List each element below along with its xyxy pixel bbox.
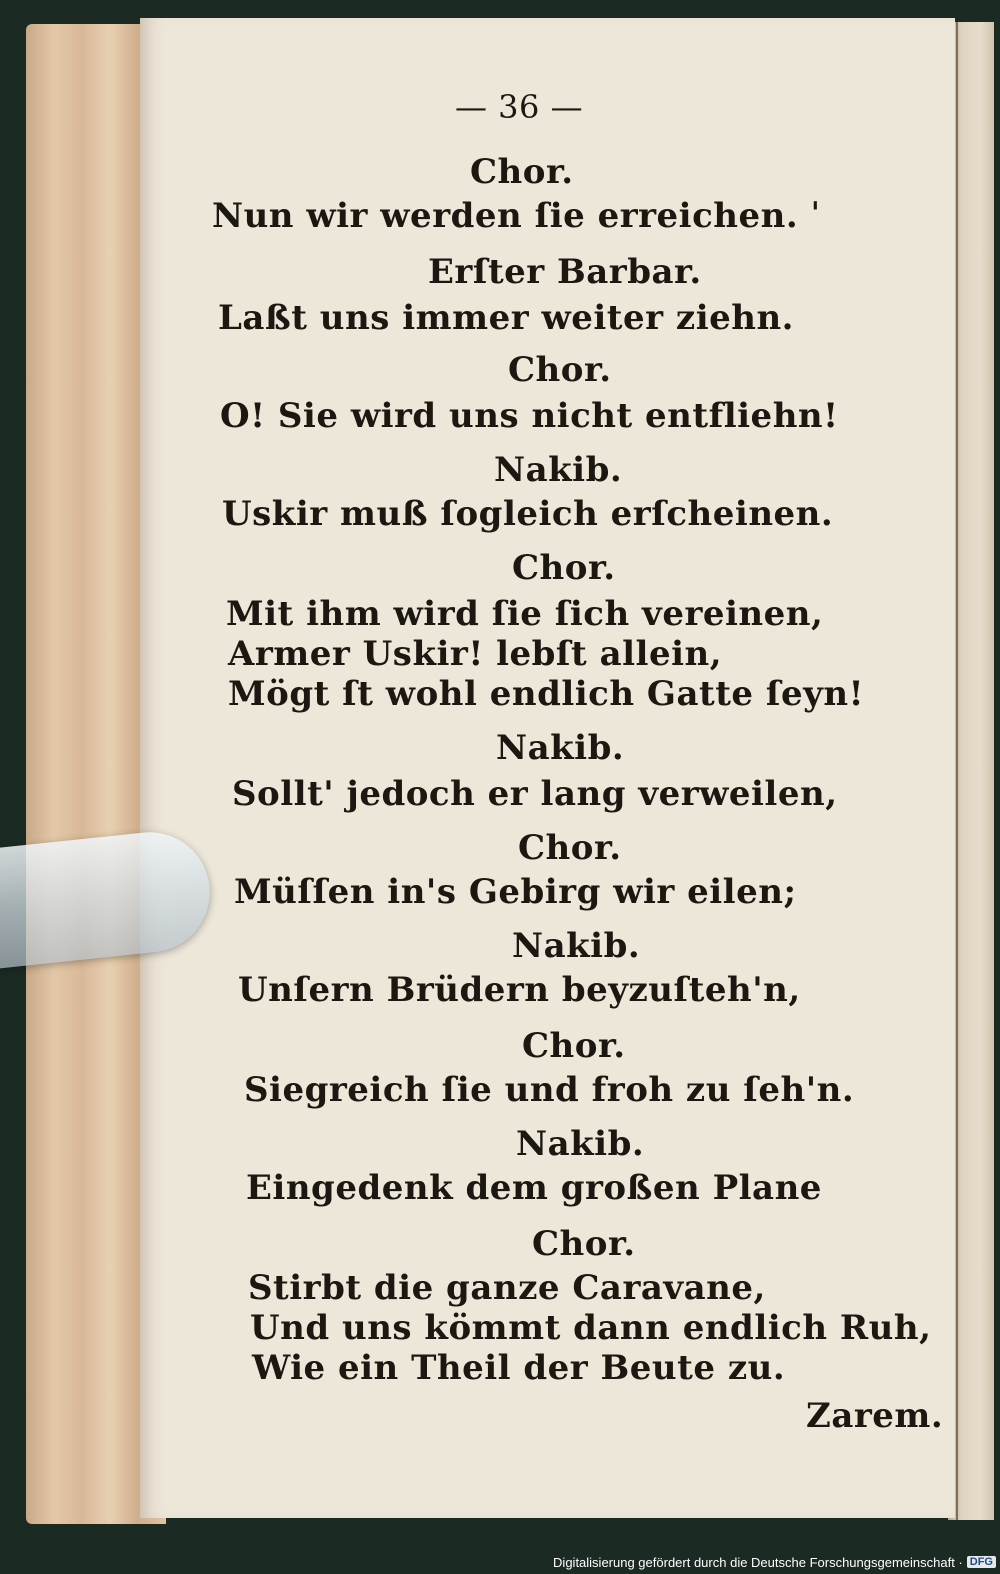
verse-line: Mögt ſt wohl endlich Gatte ſeyn!: [228, 674, 865, 714]
speaker-label: Chor.: [518, 828, 622, 868]
speaker-label: Chor.: [508, 350, 612, 390]
page-number: — 36 —: [455, 88, 584, 126]
speaker-label: Nakib.: [496, 728, 625, 768]
verse-line: Armer Uskir! lebſt allein,: [228, 634, 723, 674]
speaker-label: Chor.: [512, 548, 616, 588]
verse-line: Wie ein Theil der Beute zu.: [252, 1348, 786, 1388]
verse-line: Siegreich ſie und froh zu ſeh'n.: [244, 1070, 855, 1110]
digitization-credit: [553, 1552, 996, 1572]
verse-line: Stirbt die ganze Caravane,: [248, 1268, 766, 1308]
speaker-label: Nakib.: [516, 1124, 645, 1164]
verse-line: Uskir muß ſogleich erſcheinen.: [222, 494, 834, 534]
speaker-label: Chor.: [470, 152, 574, 192]
credit-text: Digitalisierung gefördert durch die Deutsche Forschungsgemeinschaft ·: [553, 1554, 963, 1570]
verse-line: Unſern Brüdern beyzuſteh'n,: [238, 970, 801, 1010]
verse-line: O! Sie wird uns nicht entfliehn!: [220, 396, 839, 436]
dfg-logo: DFG: [967, 1556, 996, 1568]
speaker-label: Nakib.: [494, 450, 623, 490]
speaker-label: Nakib.: [512, 926, 641, 966]
catchword: Zarem.: [806, 1396, 944, 1436]
verse-line: Laßt uns immer weiter ziehn.: [218, 298, 795, 338]
verse-line: Eingedenk dem großen Plane: [246, 1168, 822, 1208]
verse-line: Und uns kömmt dann endlich Ruh,: [250, 1308, 932, 1348]
verse-line: Mit ihm wird ſie ſich vereinen,: [226, 594, 824, 634]
verse-line: Sollt' jedoch er lang verweilen,: [232, 774, 838, 814]
speaker-label: Erſter Barbar.: [428, 252, 702, 292]
verse-line: Müſſen in's Gebirg wir eilen;: [234, 872, 797, 912]
page-fold: [956, 22, 958, 1520]
speaker-label: Chor.: [522, 1026, 626, 1066]
speaker-label: Chor.: [532, 1224, 636, 1264]
verse-line: Nun wir werden ſie erreichen. ˈ: [212, 196, 821, 236]
